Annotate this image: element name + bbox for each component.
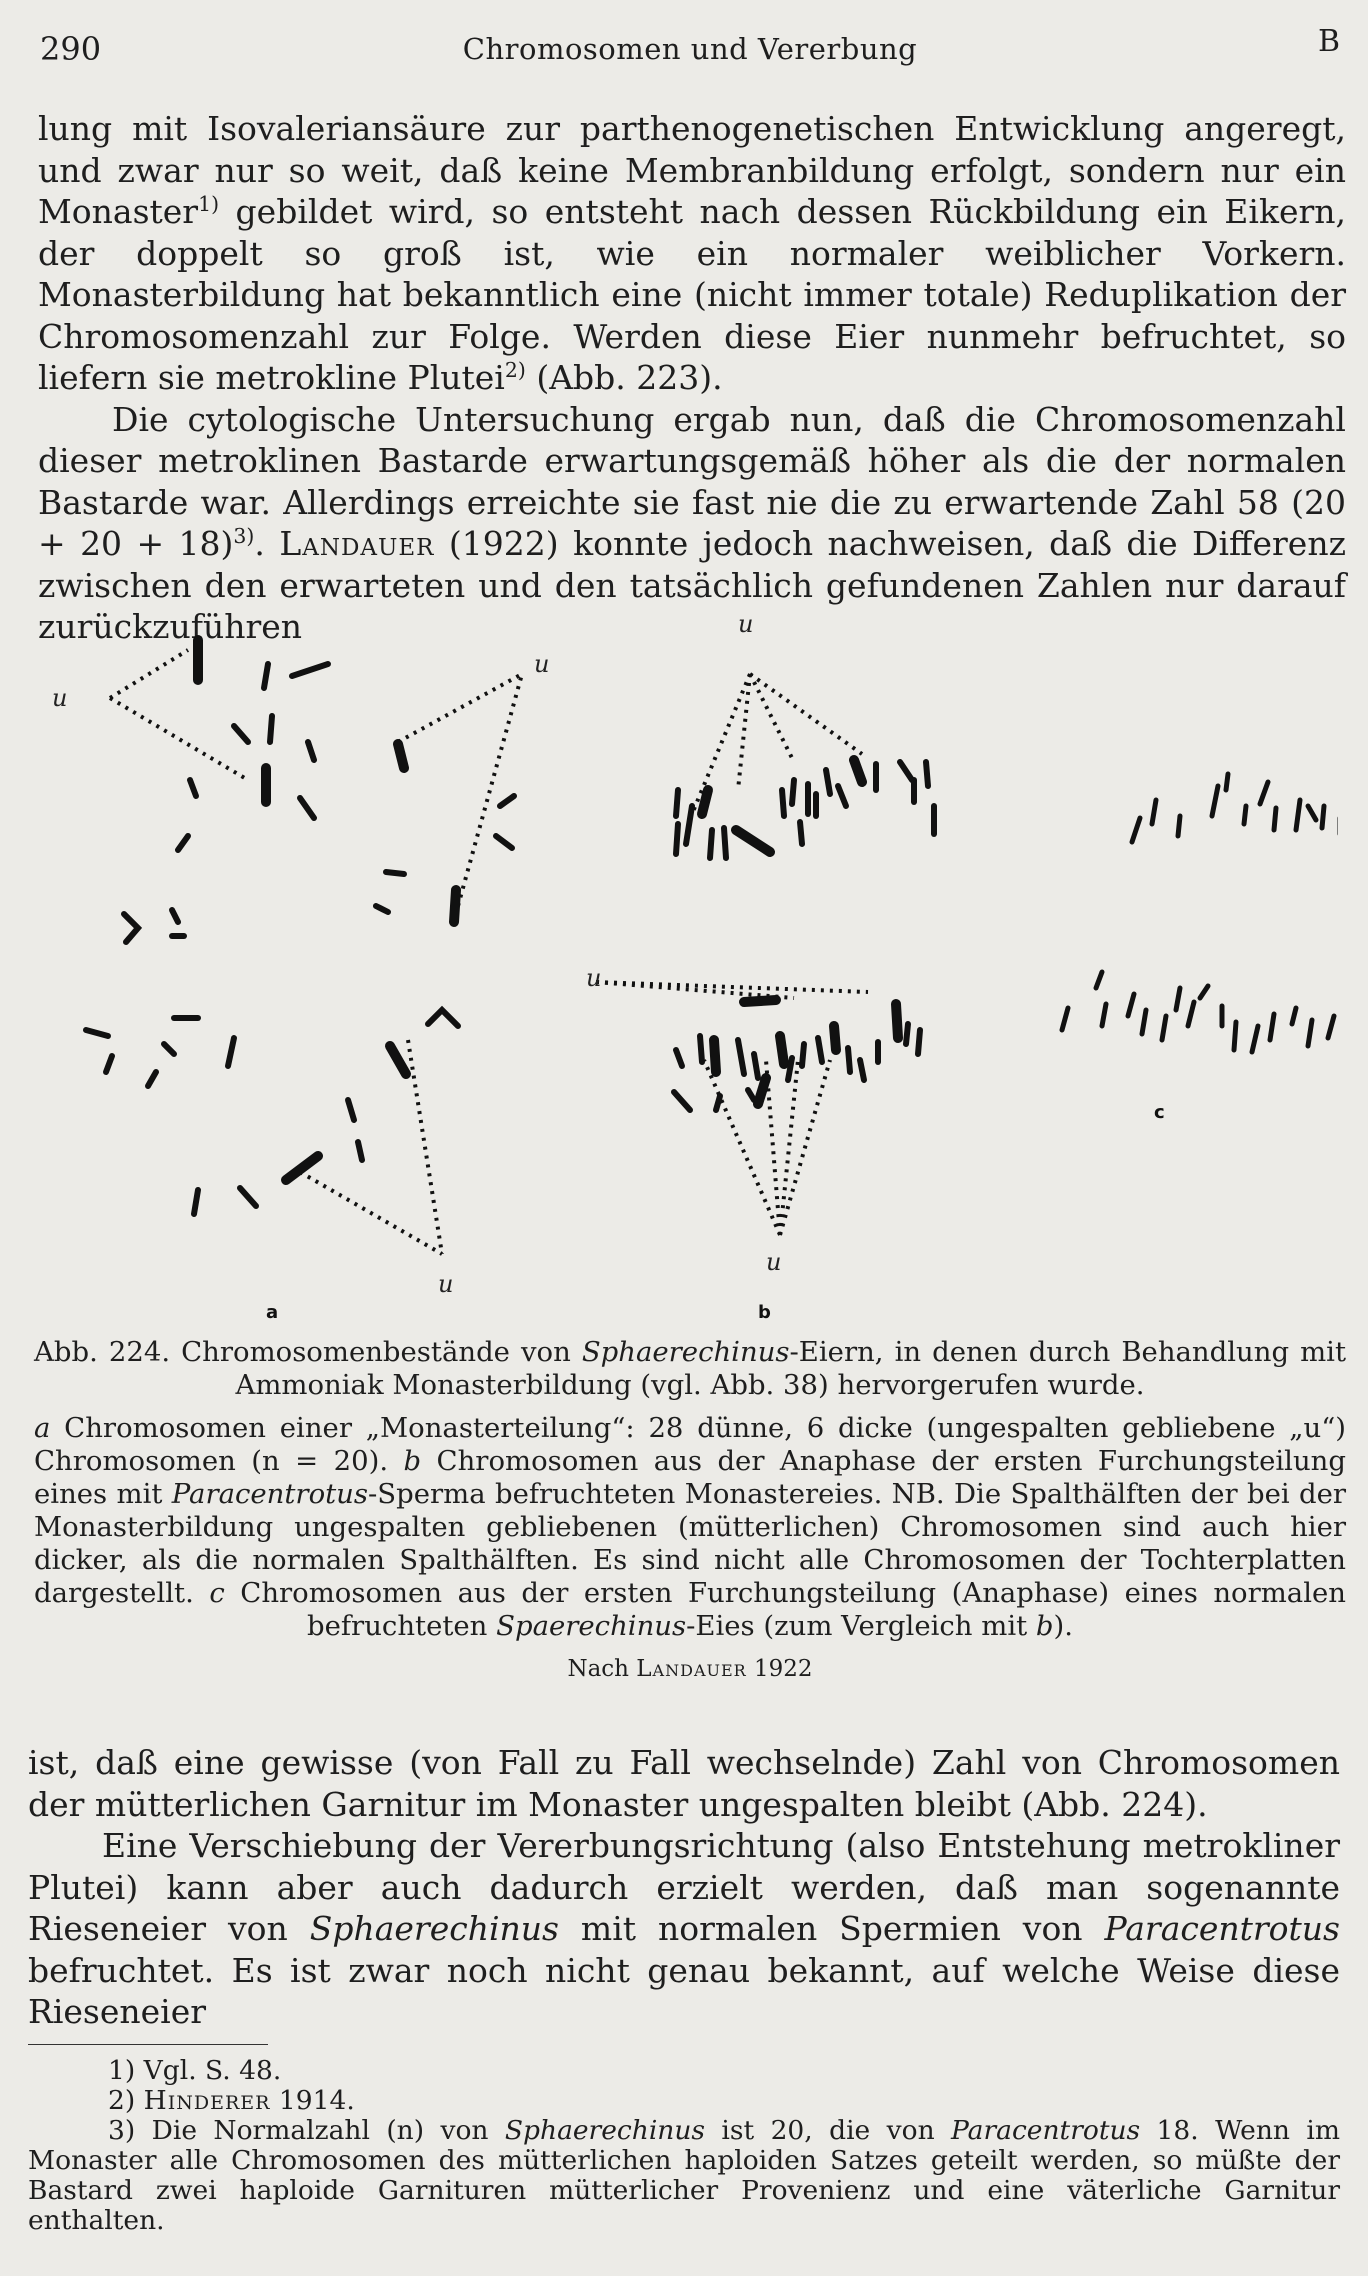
label-u-2: u — [534, 650, 550, 678]
label-u-4: u — [738, 610, 754, 638]
label-u-1: u — [52, 684, 68, 712]
figure-caption — [34, 1336, 1346, 1686]
figure-label-b: b — [758, 1302, 771, 1323]
paragraph-2: Die cytologische Untersuchung ergab nun, daß die Chromosomenzahl dieser metroklinen Bastarde erwartungsgemäß höher als die der normalen Bastarde war. Allerdings erreichte sie fast nie die zu erwartende Zahl 58 $(20 + 20 + 18)^{3)}$. Landauer (1922) konnte jedoch nachweisen, daß die Differenz zwischen den erwarteten und den tatsächlich gefundenen Zahlen nur darauf zurückzuführen — [38, 399, 1346, 646]
chromosomes-a — [86, 640, 514, 1214]
footnote-ref-2[interactable]: 2) — [504, 358, 526, 382]
figure-224 — [38, 610, 1338, 1330]
signature-mark: B — [1317, 24, 1340, 59]
caption-detail: a Chromosomen einer „Monasterteilung“: 28 dünne, 6 dicke (ungespalten gebliebene „u“) Chromosomen (n = 20). b Chromosomen aus der Anaphase der ersten Furchungsteilung eines mit Paracentrotus-Sperma befruchteten Monastereies. NB. Die Spalthälften der bei der Monasterbildung ungespalten gebliebenen (mütterlichen) Chromosomen sind auch hier dicker, als die normalen Spalthälften. Es sind nicht alle Chromosomen der Tochterplatten dargestellt. c Chromosomen aus der ersten Furchungsteilung (Anaphase) eines normalen befruchteten Spaerechinus-Eies (zum Vergleich mit b). — [34, 1412, 1347, 1642]
footnote-divider — [28, 2044, 268, 2045]
page-number: 290 — [40, 30, 102, 68]
paragraph-4: Eine Verschiebung der Vererbungsrichtung (also Entstehung metrokliner Plutei) kann aber auch dadurch erzielt werden, daß man sogenannte Rieseneier von Sphaerechinus mit normalen Spermien von Paracentrotus befruchtet. Es ist zwar noch nicht genau bekannt, auf welche Weise diese Rieseneier — [28, 1826, 1340, 2031]
footnote-ref-1[interactable]: 1) — [198, 192, 220, 216]
paragraph-3: ist, daß eine gewisse (von Fall zu Fall wechselnde) Zahl von Chromosomen der mütterlichen Garnitur im Monaster ungespalten bleibt (Abb. 224). — [28, 1743, 1340, 1824]
footnotes — [28, 2056, 1340, 2236]
figure-label-a: a — [266, 1302, 279, 1323]
running-title: Chromosomen und Vererbung — [462, 32, 918, 66]
figure-label-c: c — [1154, 1102, 1165, 1123]
chromosomes-c — [1062, 774, 1338, 1052]
footnote-ref-3[interactable]: 3) — [233, 524, 255, 548]
label-u-6: u — [766, 1248, 782, 1276]
caption-source: Nach Landauer 1922 — [567, 1656, 813, 1682]
footnote-3: 3) Die Normalzahl (n) von Sphaerechinus ist 20, die von Paracentrotus 18. Wenn im Monaster alle Chromosomen des mütterlichen haploiden Satzes geteilt werden, so müßte der Bastard zwei haploide Garnituren mütterlicher Provenienz und eine väterliche Garnitur enthalten. — [28, 2115, 1340, 2236]
spindle-lines — [110, 650, 868, 1254]
body-text-bottom — [28, 1742, 1340, 2033]
chromosomes-b — [674, 760, 934, 1110]
footnote-2: 2) Hinderer 1914. — [108, 2085, 355, 2116]
author-name: Landauer — [279, 524, 435, 563]
caption-title: Abb. 224. Chromosomenbestände von Sphaerechinus-Eiern, in denen durch Behandlung mit Ammoniak Monasterbildung (vgl. Abb. 38) hervorgerufen wurde. — [34, 1336, 1347, 1401]
paragraph-1: lung mit Isovaleriansäure zur parthenogenetischen Entwicklung angeregt, und zwar nur so weit, daß keine Membranbildung erfolgt, sondern nur ein Monaster$^{1)}$ gebildet wird, so entsteht nach dessen Rückbildung ein Eikern, der doppelt so groß ist, wie ein normaler weiblicher Vorkern. Monasterbildung hat bekanntlich eine (nicht immer totale) Reduplikation der Chromosomenzahl zur Folge. Werden diese Eier nunmehr befruchtet, so liefern sie metrokline Plutei$^{2)}$ (Abb. 223). — [38, 109, 1346, 397]
page-header — [40, 24, 1340, 80]
footnote-1: 1) Vgl. S. 48. — [108, 2055, 282, 2086]
chromosome-drawing — [38, 610, 1338, 1330]
label-u-5: u — [586, 964, 602, 992]
label-u-3: u — [438, 1270, 454, 1298]
body-text-top — [38, 108, 1346, 648]
